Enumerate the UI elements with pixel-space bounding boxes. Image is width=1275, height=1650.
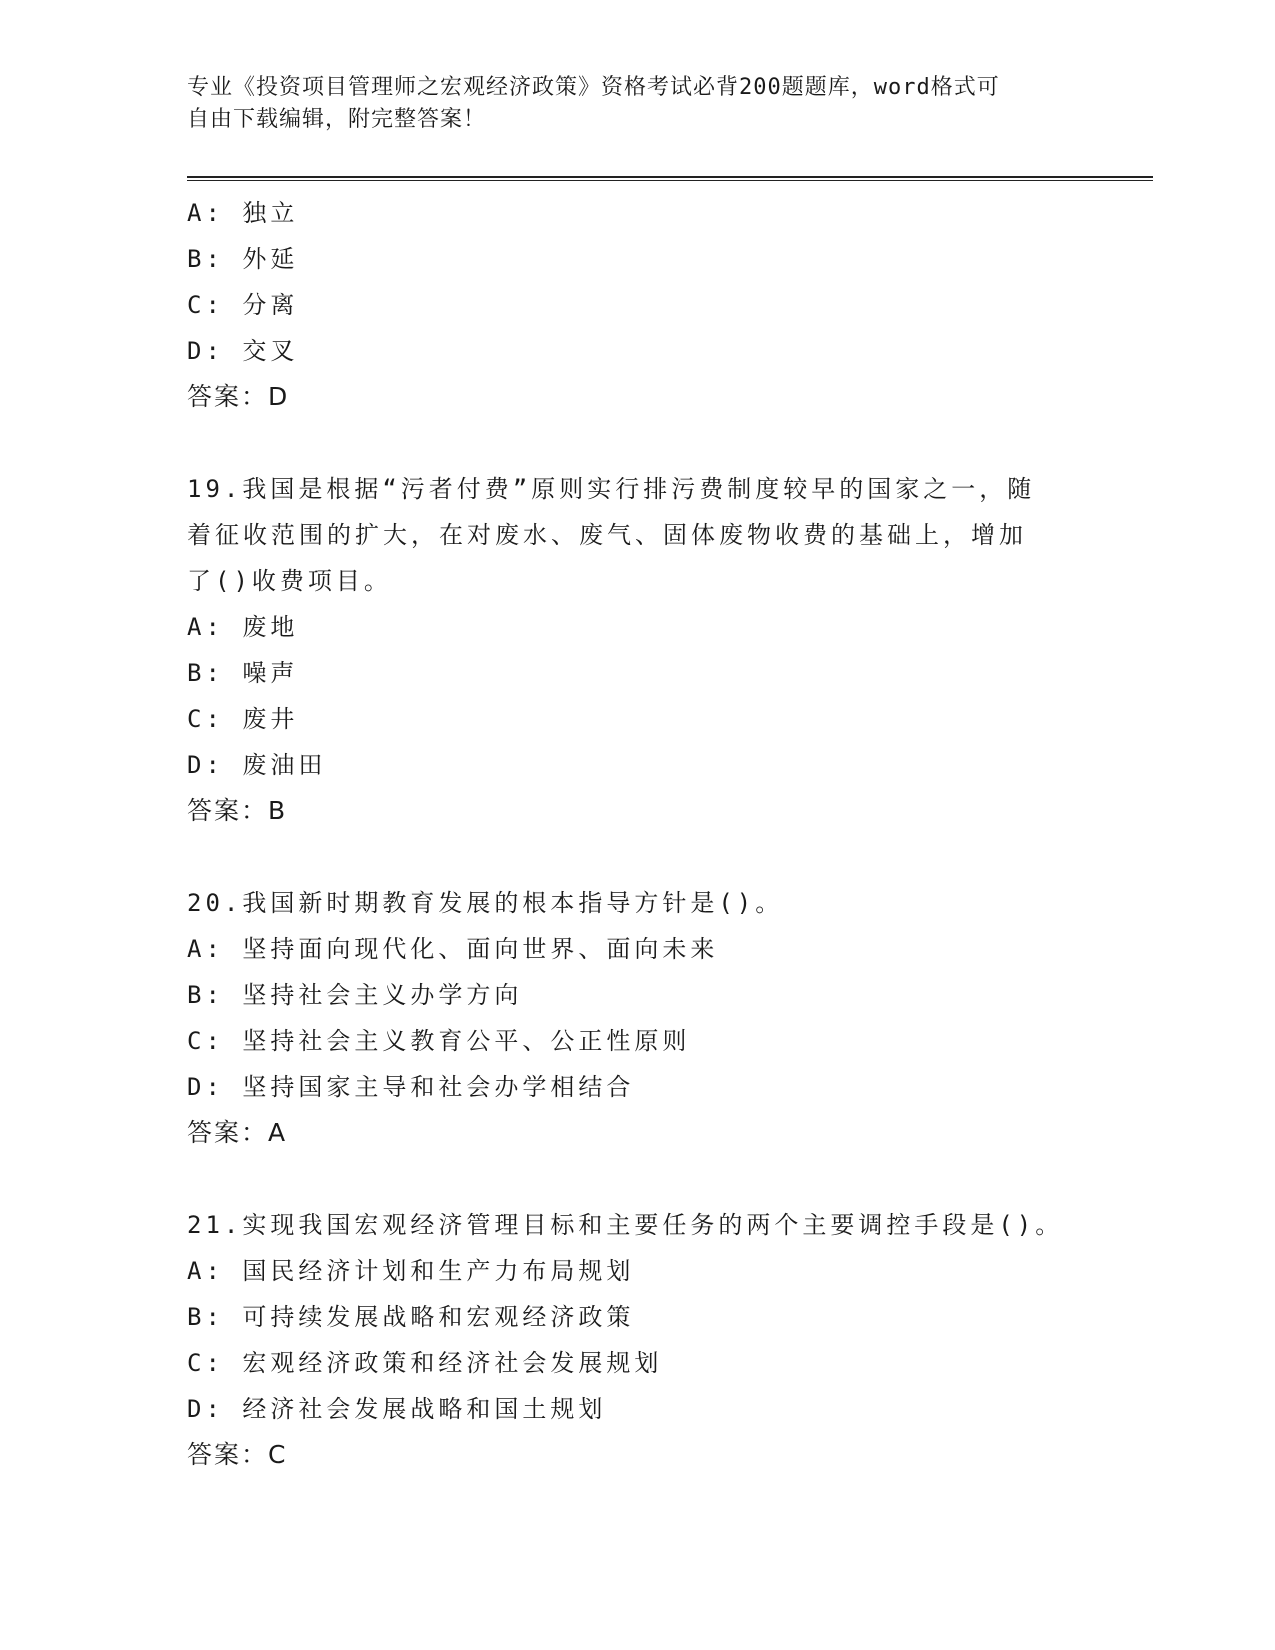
option-b: B: 可持续发展战略和宏观经济政策 (187, 1303, 635, 1331)
option-b: B: 外延 (187, 245, 299, 273)
option-d: D: 经济社会发展战略和国土规划 (187, 1395, 607, 1423)
question-line: 20.我国新时期教育发展的根本指导方针是()。 (187, 889, 784, 917)
spacer (187, 1156, 1087, 1202)
header-divider (187, 176, 1153, 181)
question-text (187, 1202, 1087, 1248)
question-line: 21.实现我国宏观经济管理目标和主要任务的两个主要调控手段是()。 (187, 1211, 1064, 1239)
question-block-prev (187, 190, 1087, 420)
option-c: C: 坚持社会主义教育公平、公正性原则 (187, 1027, 691, 1055)
option-c: C: 宏观经济政策和经济社会发展规划 (187, 1349, 663, 1377)
option-b: B: 噪声 (187, 659, 299, 687)
question-text (187, 466, 1087, 604)
option-a: A: 独立 (187, 199, 299, 227)
option-b: B: 坚持社会主义办学方向 (187, 981, 523, 1009)
page-header (187, 72, 1067, 136)
question-line: 19.我国是根据“污者付费”原则实行排污费制度较早的国家之一，随 (187, 475, 1036, 503)
question-line: 了()收费项目。 (187, 567, 392, 595)
option-a: A: 废地 (187, 613, 299, 641)
question-line: 着征收范围的扩大，在对废水、废气、固体废物收费的基础上，增加 (187, 521, 1027, 549)
answer-line: 答案：A (187, 1118, 288, 1147)
option-a: A: 坚持面向现代化、面向世界、面向未来 (187, 935, 719, 963)
option-a: A: 国民经济计划和生产力布局规划 (187, 1257, 635, 1285)
option-c: C: 废井 (187, 705, 299, 733)
answer-line: 答案：B (187, 796, 288, 825)
option-d: D: 废油田 (187, 751, 327, 779)
header-line-2: 自由下载编辑，附完整答案！ (187, 107, 487, 132)
header-line-1: 专业《投资项目管理师之宏观经济政策》资格考试必背200题题库，word格式可 (187, 75, 1000, 100)
question-block-19 (187, 466, 1087, 834)
option-d: D: 坚持国家主导和社会办学相结合 (187, 1073, 635, 1101)
option-d: D: 交叉 (187, 337, 299, 365)
option-c: C: 分离 (187, 291, 299, 319)
question-block-20 (187, 880, 1087, 1156)
question-block-21 (187, 1202, 1087, 1478)
answer-line: 答案：C (187, 1440, 288, 1469)
question-text (187, 880, 1087, 926)
question-list (187, 190, 1087, 1478)
spacer (187, 420, 1087, 466)
spacer (187, 834, 1087, 880)
answer-line: 答案：D (187, 382, 290, 411)
